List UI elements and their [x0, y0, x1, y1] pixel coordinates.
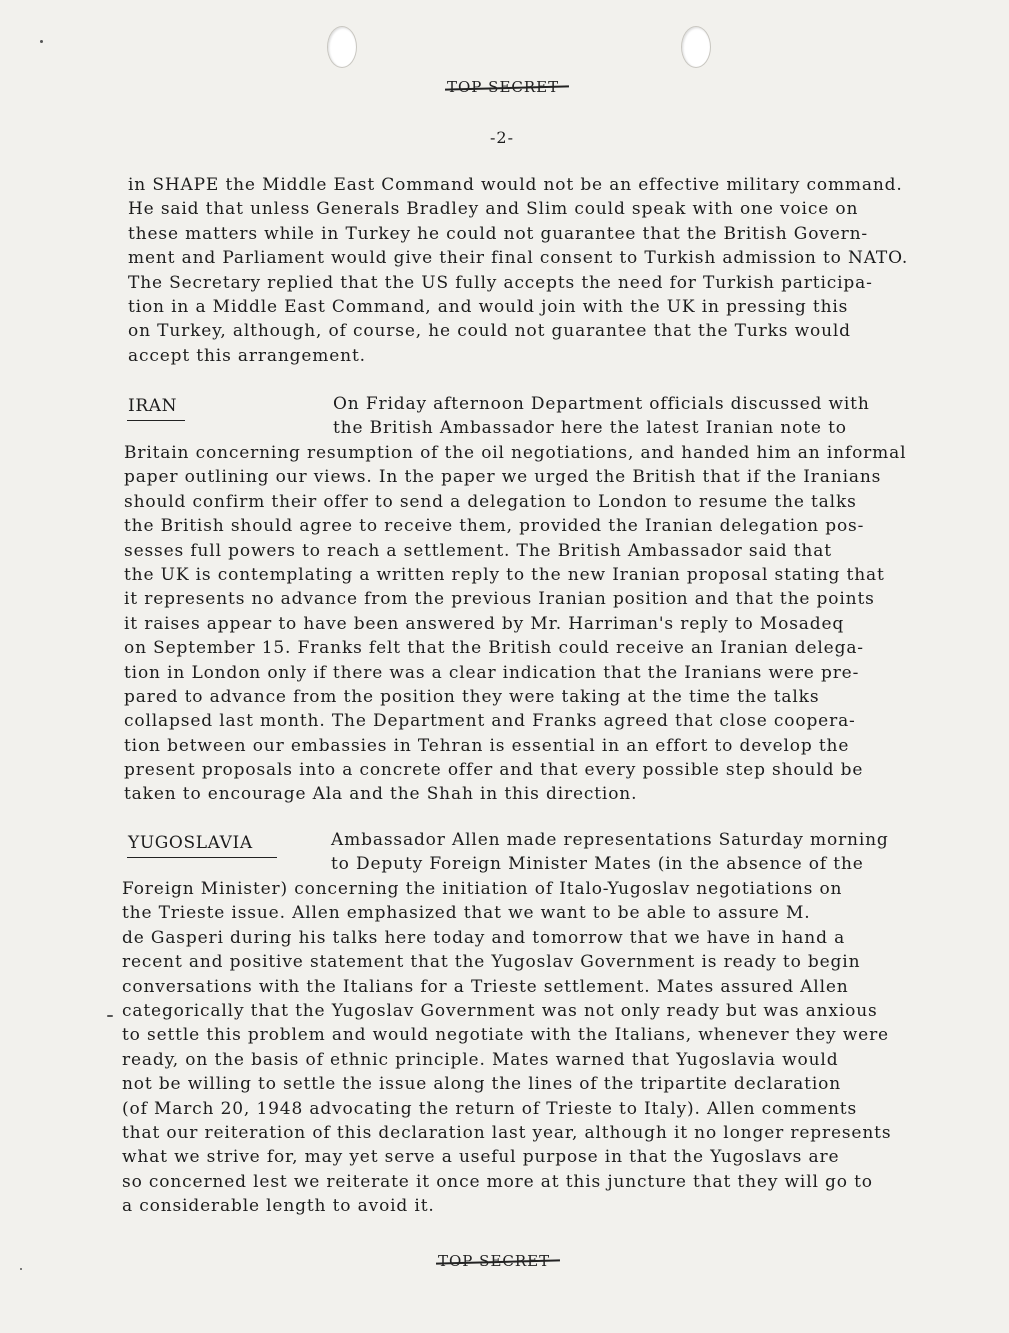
paper-speck — [107, 1015, 113, 1017]
text-line: ready, on the basis of ethnic principle. Mates warned that Yugoslavia would — [122, 1049, 839, 1070]
text-line: Britain concerning resumption of the oil negotiations, and handed him an informal — [124, 443, 907, 463]
iran-paragraph — [124, 441, 906, 807]
text-line: to settle this problem and would negotiate with the Italians, whenever they were — [122, 1025, 889, 1046]
punch-hole-left — [327, 26, 357, 68]
section-title-yugoslavia: YUGOSLAVIA — [128, 833, 253, 853]
text-line: sesses full powers to reach a settlement. The British Ambassador said that — [124, 540, 832, 561]
text-line: on Turkey, although, of course, he could not guarantee that the Turks would — [128, 321, 851, 342]
text-line: that our reiteration of this declaration last year, although it no longer represents — [122, 1122, 892, 1143]
iran-paragraph-opening — [333, 392, 870, 441]
text-line: taken to encourage Ala and the Shah in this direction. — [124, 784, 638, 805]
text-line: a considerable length to avoid it. — [122, 1196, 435, 1217]
text-line: the British should agree to receive them, provided the Iranian delegation pos- — [124, 516, 865, 537]
text-line: it raises appear to have been answered by Mr. Harriman's reply to Mosadeq — [124, 613, 845, 634]
text-line: accept this arrangement. — [128, 345, 366, 366]
text-line: so concerned lest we reiterate it once more at this juncture that they will go to — [122, 1171, 873, 1192]
text-line: in SHAPE the Middle East Command would not be an effective military command. — [128, 175, 903, 195]
text-line: de Gasperi during his talks here today and tomorrow that we have in hand a — [122, 927, 846, 948]
header-classification-stamp — [447, 78, 559, 96]
text-line: (of March 20, 1948 advocating the return of Trieste to Italy). Allen comments — [122, 1098, 858, 1119]
text-line: the Trieste issue. Allen emphasized that we want to be able to assure M. — [122, 903, 811, 924]
text-line: pared to advance from the position they were taking at the time the talks — [124, 686, 820, 707]
text-line: the UK is contemplating a written reply to the new Iranian proposal stating that — [124, 564, 885, 585]
text-line: categorically that the Yugoslav Government was not only ready but was anxious — [122, 1000, 878, 1021]
text-line: On Friday afternoon Department officials discussed with — [333, 394, 870, 414]
yugoslavia-paragraph-opening — [331, 828, 889, 877]
text-line: conversations with the Italians for a Trieste settlement. Mates assured Allen — [122, 976, 849, 997]
text-line: should confirm their offer to send a delegation to London to resume the talks — [124, 491, 857, 512]
yugoslavia-paragraph — [122, 877, 891, 1218]
text-line: to Deputy Foreign Minister Mates (in the absence of the — [331, 854, 864, 875]
text-line: collapsed last month. The Department and Franks agreed that close coopera- — [124, 711, 856, 732]
header-classification-text: TOP SECRET — [447, 78, 560, 96]
footer-classification-text: TOP SECRET — [438, 1252, 551, 1270]
text-line: these matters while in Turkey he could not guarantee that the British Govern- — [128, 223, 869, 244]
text-line: tion in a Middle East Command, and would join with the UK in pressing this — [128, 296, 849, 317]
text-line: paper outlining our views. In the paper we urged the British that if the Iranians — [124, 467, 882, 488]
text-line: on September 15. Franks felt that the British could receive an Iranian delega- — [124, 638, 864, 659]
section-title-iran-underline — [127, 420, 185, 421]
intro-paragraph — [128, 173, 908, 368]
text-line: tion between our embassies in Tehran is essential in an effort to develop the — [124, 735, 850, 756]
section-title-iran: IRAN — [128, 396, 178, 416]
text-line: Ambassador Allen made representations Saturday morning — [331, 830, 889, 850]
page-number: -2- — [490, 128, 514, 147]
text-line: it represents no advance from the previous Iranian position and that the points — [124, 589, 875, 610]
text-line: The Secretary replied that the US fully accepts the need for Turkish participa- — [128, 272, 873, 293]
footer-classification-stamp — [438, 1252, 550, 1270]
text-line: tion in London only if there was a clear indication that the Iranians were pre- — [124, 662, 860, 683]
text-line: Foreign Minister) concerning the initiation of Italo-Yugoslav negotiations on — [122, 879, 843, 899]
paper-speck — [40, 40, 43, 43]
section-title-yugoslavia-underline — [127, 857, 277, 858]
text-line: the British Ambassador here the latest Iranian note to — [333, 418, 847, 439]
text-line: present proposals into a concrete offer and that every possible step should be — [124, 760, 864, 781]
text-line: recent and positive statement that the Yugoslav Government is ready to begin — [122, 952, 861, 973]
paper-speck — [20, 1268, 22, 1270]
text-line: ment and Parliament would give their final consent to Turkish admission to NATO. — [128, 248, 909, 269]
text-line: what we strive for, may yet serve a useful purpose in that the Yugoslavs are — [122, 1147, 840, 1168]
text-line: not be willing to settle the issue along the lines of the tripartite declaration — [122, 1074, 841, 1095]
punch-hole-right — [681, 26, 711, 68]
text-line: He said that unless Generals Bradley and Slim could speak with one voice on — [128, 199, 859, 220]
